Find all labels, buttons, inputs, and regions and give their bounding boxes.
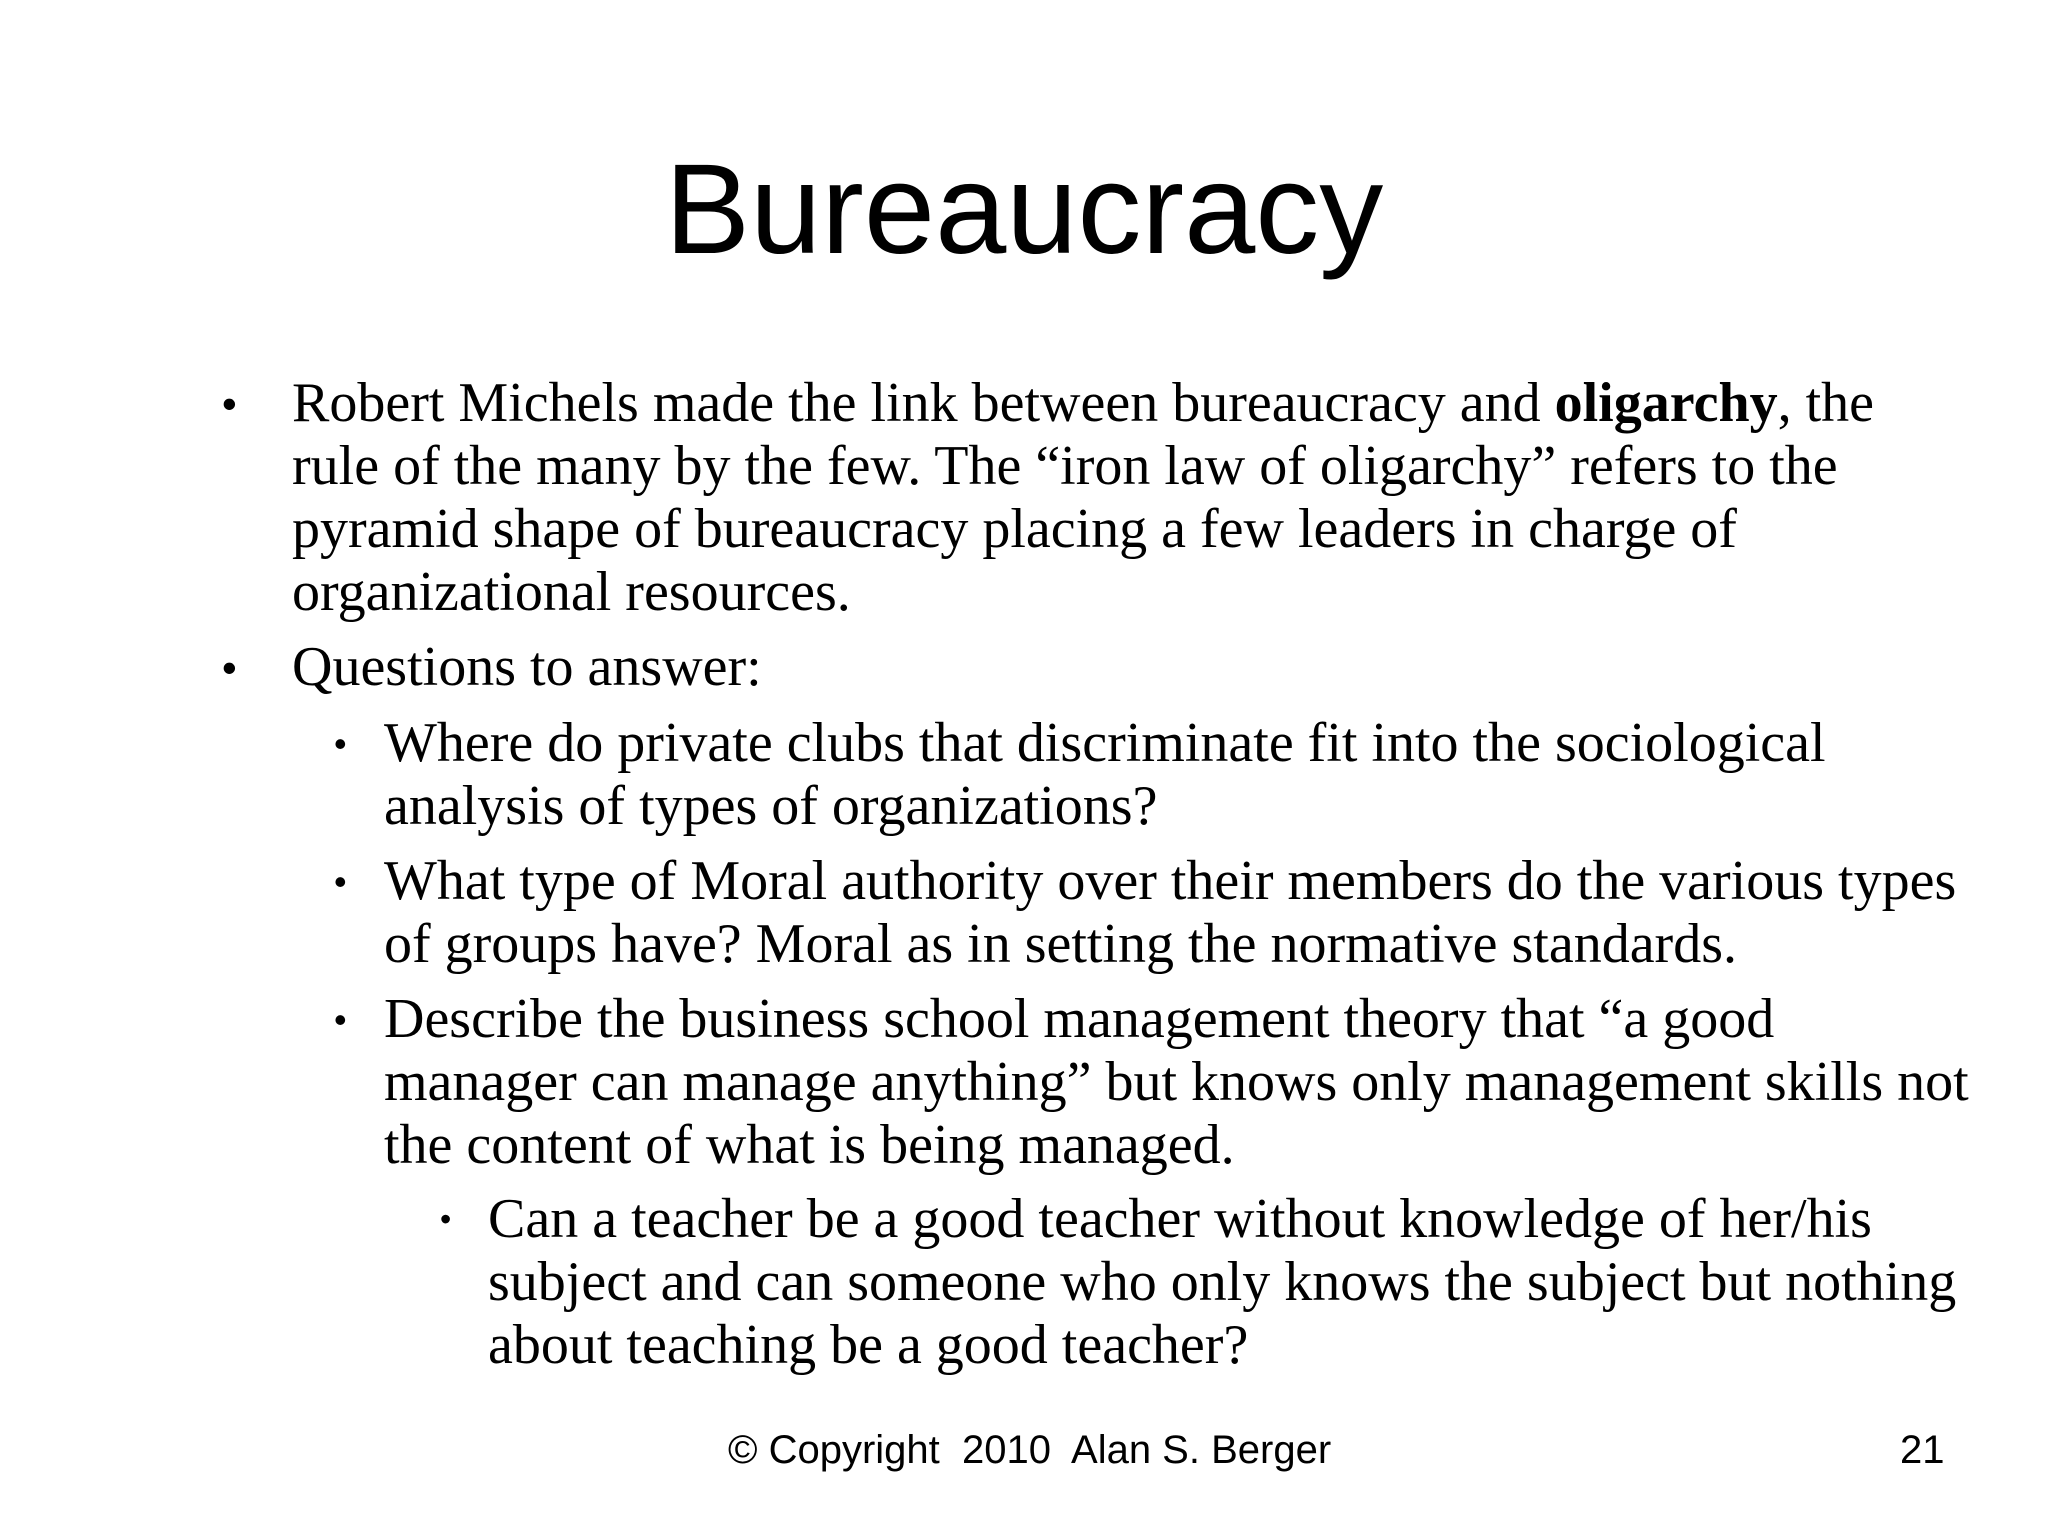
- page-number: 21: [1900, 1428, 1945, 1472]
- bullet-item-michels: [222, 372, 1972, 624]
- sub-bullet-moral-authority: [334, 850, 1994, 976]
- bullet-dot-icon: •: [440, 1201, 452, 1237]
- bullet-dot-icon: •: [334, 861, 347, 902]
- bullet-text: Describe the business school management theory that “a good manager can manage anything” but knows only management skills not the content of what is being managed.: [384, 988, 1969, 1176]
- bullet-text: Where do private clubs that discriminate fit into the sociological analysis of types of organizations?: [384, 712, 1826, 837]
- sub-bullet-private-clubs: [334, 712, 1974, 838]
- bullet-text: [292, 372, 1972, 624]
- bullet-dot-icon: •: [222, 644, 237, 691]
- bullet-text-after: , the rule of the many by the few. The “iron law of oligarchy” refers to the pyramid shape of bureaucracy placing a few leaders in charge of organizational resources.: [292, 372, 1875, 623]
- bullet-dot-icon: •: [334, 723, 347, 764]
- bullet-text: Can a teacher be a good teacher without knowledge of her/his subject and can someone who only knows the subject but nothing about teaching be a good teacher?: [488, 1188, 1957, 1376]
- sub-bullet-management-theory: [334, 988, 1974, 1177]
- bullet-text: Questions to answer:: [292, 636, 762, 698]
- bullet-dot-icon: •: [222, 380, 237, 427]
- slide-title: Bureaucracy: [664, 138, 1384, 281]
- bullet-dot-icon: •: [334, 999, 347, 1040]
- bold-term-oligarchy: oligarchy: [1554, 372, 1778, 434]
- bullet-text: What type of Moral authority over their members do the various types of groups have? Moral as in setting the normative standards.: [384, 850, 1957, 975]
- footer-copyright: © Copyright 2010 Alan S. Berger: [728, 1428, 1332, 1472]
- bullet-text-before: Robert Michels made the link between bureaucracy and: [292, 372, 1555, 434]
- sub-sub-bullet-teacher: [440, 1188, 1968, 1377]
- bullet-item-questions: [222, 636, 1972, 699]
